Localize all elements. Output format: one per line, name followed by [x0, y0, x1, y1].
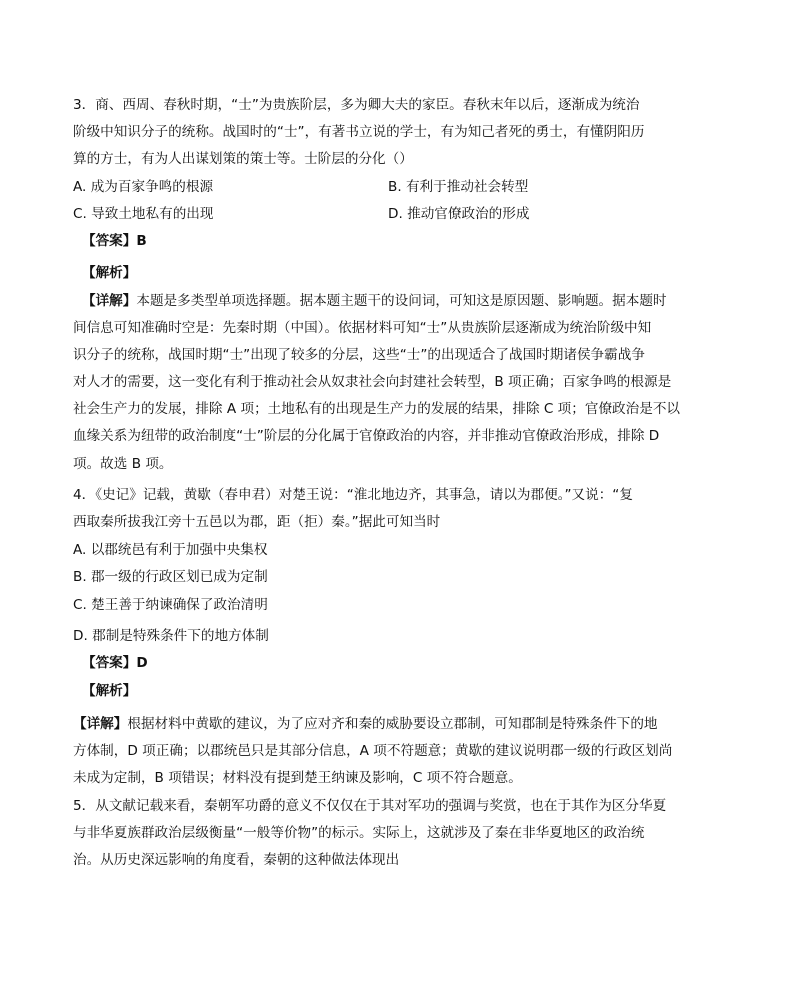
q3-detail-line-2: 间信息可知准确时空是：先秦时期（中国）。依据材料可知“士”从贵族阶层逐渐成为统治阶级中知	[73, 320, 652, 336]
q4-stem-line-2: 西取秦所拔我江旁十五邑以为郡，距（拒）秦。”据此可知当时	[73, 514, 441, 530]
q3-answer-value: B	[136, 233, 147, 249]
q5-stem-line-1: 5．从文献记载来看，秦朝军功爵的意义不仅仅在于其对军功的强调与奖赏，也在于其作为区分华夏	[73, 798, 667, 814]
q3-detail-line-5: 社会生产力的发展，排除 A 项；土地私有的出现是生产力的发展的结果，排除 C 项；官僚政治是不以	[73, 401, 681, 417]
q3-analysis-label: 【解析】	[82, 265, 137, 281]
q3-detail-line-3: 识分子的统称，战国时期“士”出现了较多的分层，这些“士”的出现适合了战国时期诸侯争霸战争	[73, 347, 645, 363]
q4-answer	[82, 654, 742, 672]
q4-detail-line-2: 方体制，D 项正确；以郡统邑只是其部分信息，A 项不符题意；黄歇的建议说明郡一级的行政区划尚	[73, 743, 673, 759]
q4-option-c: C. 楚王善于纳谏确保了政治清明	[73, 597, 268, 613]
q4-answer-value: D	[136, 655, 148, 671]
q4-option-d: D. 郡制是特殊条件下的地方体制	[73, 628, 269, 644]
q3-detail-label: 【详解】	[82, 293, 137, 309]
q4-detail-line-1	[73, 715, 733, 733]
q3-option-d: D. 推动官僚政治的形成	[388, 206, 530, 222]
q3-option-c: C. 导致土地私有的出现	[73, 206, 214, 222]
q4-option-b: B. 郡一级的行政区划已成为定制	[73, 569, 268, 585]
q5-stem-line-2: 与非华夏族群政治层级衡量“一般等价物”的标示。实际上，这就涉及了秦在非华夏地区的政治统	[73, 825, 645, 841]
q3-detail-line-6: 血缘关系为纽带的政治制度“士”阶层的分化属于官僚政治的内容，并非推动官僚政治形成，排除 D	[73, 428, 660, 444]
q3-detail-line-7: 项。故选 B 项。	[73, 456, 173, 472]
q4-detail-text-1: 根据材料中黄歇的建议，为了应对齐和秦的威胁要设立郡制，可知郡制是特殊条件下的地	[127, 716, 658, 732]
q3-option-a: A. 成为百家争鸣的根源	[73, 179, 214, 195]
q3-stem-line-2: 阶级中知识分子的统称。战国时的“士”，有著书立说的学士，有为知己者死的勇士，有懂阴阳历	[73, 124, 645, 140]
q4-analysis-label: 【解析】	[82, 683, 137, 699]
q4-answer-label: 【答案】	[82, 655, 137, 671]
q3-answer	[82, 232, 742, 250]
q5-stem-line-3: 治。从历史深远影响的角度看，秦朝的这种做法体现出	[73, 852, 400, 868]
q4-detail-label: 【详解】	[73, 716, 128, 732]
q4-stem-line-1: 4．《史记》记载，黄歇（春申君）对楚王说：“淮北地边齐，其事急，请以为郡便。”又说：“复	[73, 487, 633, 503]
q3-answer-label: 【答案】	[82, 233, 137, 249]
q4-detail-line-3: 未成为定制，B 项错误；材料没有提到楚王纳谏及影响，C 项不符合题意。	[73, 770, 522, 786]
q4-option-a: A. 以郡统邑有利于加强中央集权	[73, 542, 268, 558]
q3-detail-text-1: 本题是多类型单项选择题。据本题主题干的设问词，可知这是原因题、影响题。据本题时	[136, 293, 667, 309]
q3-option-b: B. 有利于推动社会转型	[388, 179, 529, 195]
q3-detail-line-1	[82, 292, 742, 310]
q3-stem-line-3: 算的方士，有为人出谋划策的策士等。士阶层的分化（）	[73, 151, 413, 167]
q3-detail-line-4: 对人才的需要，这一变化有利于推动社会从奴隶社会向封建社会转型，B 项正确；百家争鸣的根源是	[73, 374, 672, 390]
q3-stem-line-1: 3．商、西周、春秋时期，“士”为贵族阶层，多为卿大夫的家臣。春秋末年以后，逐渐成为统治	[73, 97, 640, 113]
